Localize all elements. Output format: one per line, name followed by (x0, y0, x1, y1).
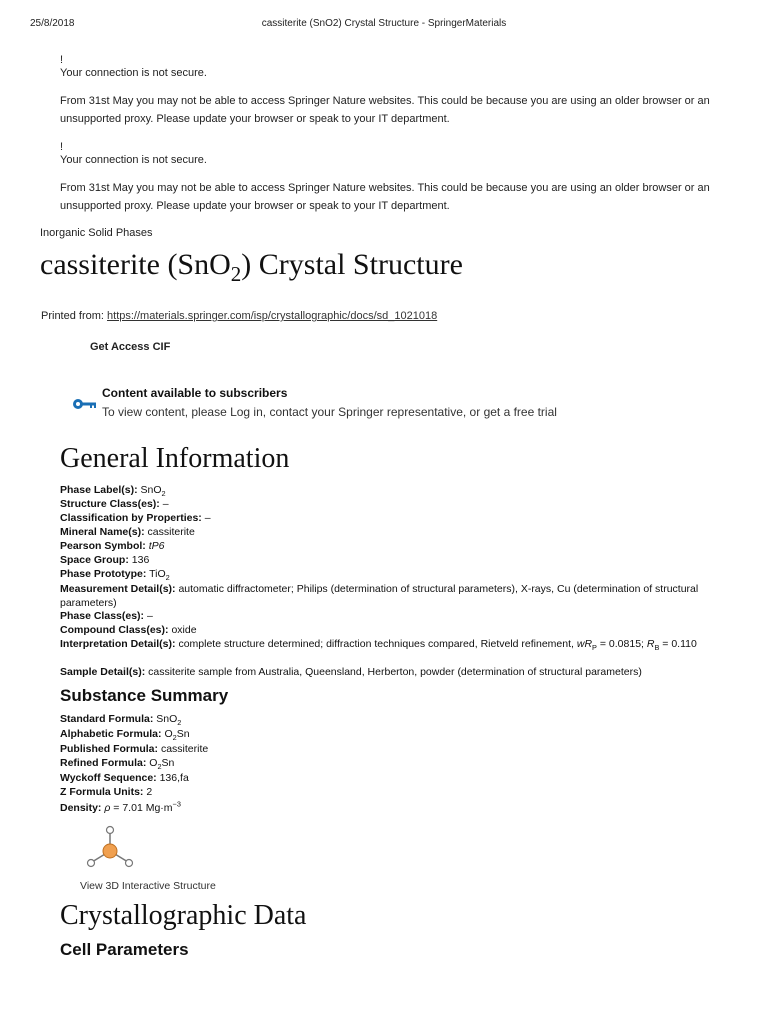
phase-prototype-field: Phase Prototype: TiO$_2$ (60, 568, 170, 583)
print-date: 25/8/2018 (30, 18, 75, 29)
standard-formula-field: Standard Formula: SnO$_2$ (60, 713, 182, 728)
warning-mark: ! (60, 54, 64, 66)
get-access-cif-button[interactable]: Get Access CIF (90, 341, 171, 353)
classification-field: Classification by Properties: – (60, 512, 211, 524)
published-formula-field: Published Formula: cassiterite (60, 743, 209, 755)
molecule-icon[interactable] (84, 824, 138, 875)
z-formula-units-field: Z Formula Units: 2 (60, 786, 153, 798)
cell-parameters-heading: Cell Parameters (60, 940, 189, 959)
substance-summary-heading: Substance Summary (60, 686, 229, 705)
subscription-text: To view content, please Log in, contact your Springer representative, or get a free trial (102, 405, 557, 419)
notice-body: From 31st May you may not be able to access Springer Nature websites. This could be because you are using an older browser or an unsupported proxy. Please update your browser or speak to your IT department. (60, 95, 710, 125)
free-trial-link[interactable]: get a free trial (483, 405, 557, 419)
contact-representative-link[interactable]: contact your Springer representative (269, 405, 463, 419)
mineral-name-field: Mineral Name(s): cassiterite (60, 526, 195, 538)
print-page-title: cassiterite (SnO2) Crystal Structure - SpringerMaterials (261, 18, 507, 29)
view-3d-structure-link[interactable]: View 3D Interactive Structure (80, 880, 216, 892)
notice-heading: Your connection is not secure. (60, 154, 207, 166)
general-information-heading: General Information (60, 443, 290, 474)
notice-heading: Your connection is not secure. (60, 67, 207, 79)
subscription-title: Content available to subscribers (102, 386, 288, 400)
pearson-symbol-field: Pearson Symbol: tP6 (60, 540, 165, 552)
space-group-field: Space Group: 136 (60, 554, 150, 566)
refined-formula-field: Refined Formula: $O_2Sn$ (60, 757, 175, 772)
structure-class-field: Structure Class(es): – (60, 498, 169, 510)
warning-mark: ! (60, 141, 64, 153)
crystallographic-data-heading: Crystallographic Data (60, 900, 307, 931)
measurement-detail-field: Measurement Detail(s): automatic diffractometer; Philips (determination of structural parameters), X-rays, Cu (determination of structural parameters) (60, 583, 699, 609)
alphabetic-formula-field: Alphabetic Formula: $O_2Sn$ (60, 728, 190, 743)
density-field: Density: ρ = 7.01 $Mg\cdot m^{-3}$ (60, 799, 181, 814)
interpretation-detail-field: Interpretation Detail(s): complete structure determined; diffraction techniques compared, Rietveld refinement, $wR_P = 0.0815$; $R_B = 0.110$ (60, 638, 697, 653)
compound-class-field: Compound Class(es): oxide (60, 624, 197, 636)
login-link[interactable]: Log in (230, 405, 263, 419)
printed-from-label: Printed from: (41, 310, 104, 322)
printed-from-link[interactable]: https://materials.springer.com/isp/crystallographic/docs/sd_1021018 (107, 310, 438, 322)
phase-class-field: Phase Class(es): – (60, 610, 153, 622)
key-icon (72, 397, 98, 416)
wyckoff-sequence-field: Wyckoff Sequence: 136,fa (60, 772, 189, 784)
page-title: cassiterite (SnO$_2$) Crystal Structure (40, 248, 463, 286)
notice-body: From 31st May you may not be able to access Springer Nature websites. This could be because you are using an older browser or an unsupported proxy. Please update your browser or speak to your IT department. (60, 182, 710, 212)
printed-from (41, 310, 437, 322)
sample-detail-field: Sample Detail(s): cassiterite sample from Australia, Queensland, Herberton, powder (determination of structural parameters) (60, 666, 642, 678)
phase-label-field: Phase Label(s): SnO$_2$ (60, 484, 166, 499)
category-label: Inorganic Solid Phases (40, 227, 153, 239)
